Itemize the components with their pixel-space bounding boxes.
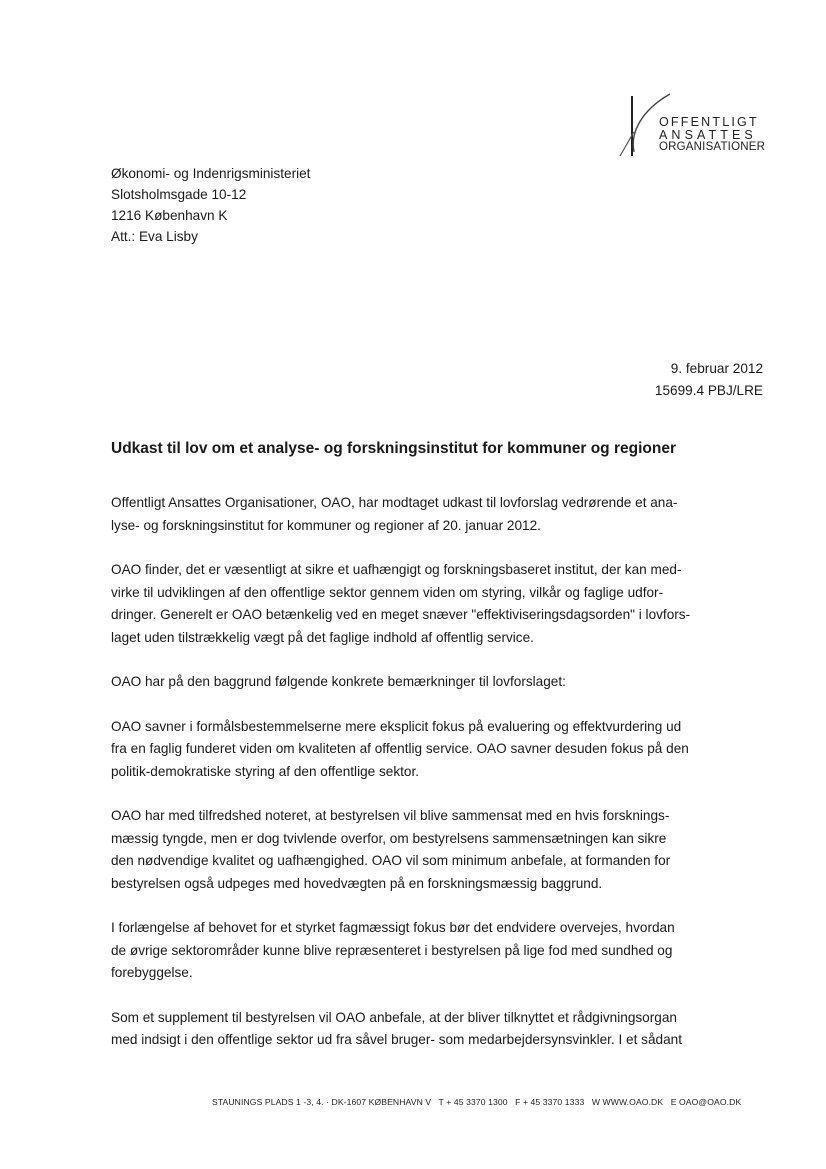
paragraph — [111, 559, 731, 649]
text-line: den nødvendige kvalitet og uafhængighed. OAO vil som minimum anbefale, at formanden for — [111, 853, 671, 868]
text-line: OAO finder, det er væsentligt at sikre et uafhængigt og forskningsbaseret institut, der kan med- — [111, 562, 682, 577]
recipient-address — [111, 163, 310, 247]
letter-date: 9. februar 2012 — [670, 361, 763, 376]
logo-line-1: OFFENTLIGT — [659, 115, 759, 129]
paragraph — [111, 1007, 731, 1052]
address-line: Att.: Eva Lisby — [111, 229, 198, 244]
paragraph — [111, 805, 731, 895]
text-line: mæssig tyngde, men er dog tvivlende overfor, om bestyrelsens sammensætningen kan sikre — [111, 830, 667, 846]
text-line: fra en faglig funderet viden om kvaliteten af offentlig service. OAO savner desuden fokus på den — [111, 741, 689, 756]
paragraph — [111, 917, 731, 985]
address-line: Slotsholmsgade 10-12 — [111, 187, 247, 202]
text-line: dringer. Generelt er OAO betænkelig ved en meget snæver "effektiviseringsdagsorden" i lovfors- — [111, 607, 691, 622]
text-line: laget uden tilstrækkelig vægt på det faglige indhold af offentlig service. — [111, 629, 534, 645]
letter-reference: 15699.4 PBJ/LRE — [654, 383, 763, 398]
text-line: med indsigt i den offentlige sektor ud fra såvel bruger- som medarbejdersynsvinkler. I et sådant — [111, 1032, 682, 1047]
footer-web: W WWW.OAO.DK — [591, 1097, 664, 1107]
text-line: OAO har med tilfredshed noteret, at bestyrelsen vil blive sammensat med en hvis forsknings- — [111, 808, 670, 823]
letter-meta — [655, 358, 763, 402]
footer-phone: T + 45 3370 1300 — [438, 1097, 508, 1107]
paragraph — [111, 492, 731, 537]
address-line: 1216 København K — [111, 208, 228, 223]
text-line: virke til udviklingen af den offentlige sektor gennem viden om styring, vilkår og faglige udfor- — [111, 584, 664, 600]
text-line: Som et supplement til bestyrelsen vil OAO anbefale, at der bliver tilknyttet et rådgivningsorgan — [111, 1009, 677, 1025]
footer-address: STAUNINGS PLADS 1 -3, 4. · DK-1607 KØBENHAVN V — [212, 1097, 432, 1107]
text-line: lyse- og forskningsinstitut for kommuner og regioner af 20. januar 2012. — [111, 517, 541, 533]
footer-email: E OAO@OAO.DK — [670, 1097, 742, 1107]
text-line: OAO har på den baggrund følgende konkrete bemærkninger til lovforslaget: — [111, 674, 566, 689]
letter-title: Udkast til lov om et analyse- og forskningsinstitut for kommuner og regioner — [111, 440, 676, 457]
letterhead-footer — [212, 1097, 746, 1107]
letter-body — [111, 492, 731, 1074]
text-line: de øvrige sektorområder kunne blive repræsenteret i bestyrelsen på lige fod med sundhed og — [111, 942, 673, 958]
paragraph — [111, 671, 731, 694]
oao-logo — [612, 92, 772, 164]
address-line: Økonomi- og Indenrigsministeriet — [111, 166, 311, 181]
text-line: bestyrelsen også udpeges med hovedvægten på en forskningsmæssig baggrund. — [111, 875, 603, 891]
logo-line-3: ORGANISATIONER — [659, 141, 766, 153]
paragraph — [111, 716, 731, 784]
text-line: forebyggelse. — [111, 965, 193, 980]
footer-fax: F + 45 3370 1333 — [515, 1097, 585, 1107]
text-line: Offentligt Ansattes Organisationer, OAO, har modtaget udkast til lovforslag vedrørende et ana- — [111, 495, 678, 510]
logo-line-2: ANSATTES — [659, 127, 757, 142]
text-line: OAO savner i formålsbestemmelserne mere eksplicit fokus på evaluering og effektvurdering ud — [111, 718, 682, 734]
text-line: I forlængelse af behovet for et styrket fagmæssigt fokus bør det endvidere overvejes, hvordan — [111, 920, 675, 935]
text-line: politik-demokratiske styring af den offentlige sektor. — [111, 763, 420, 779]
